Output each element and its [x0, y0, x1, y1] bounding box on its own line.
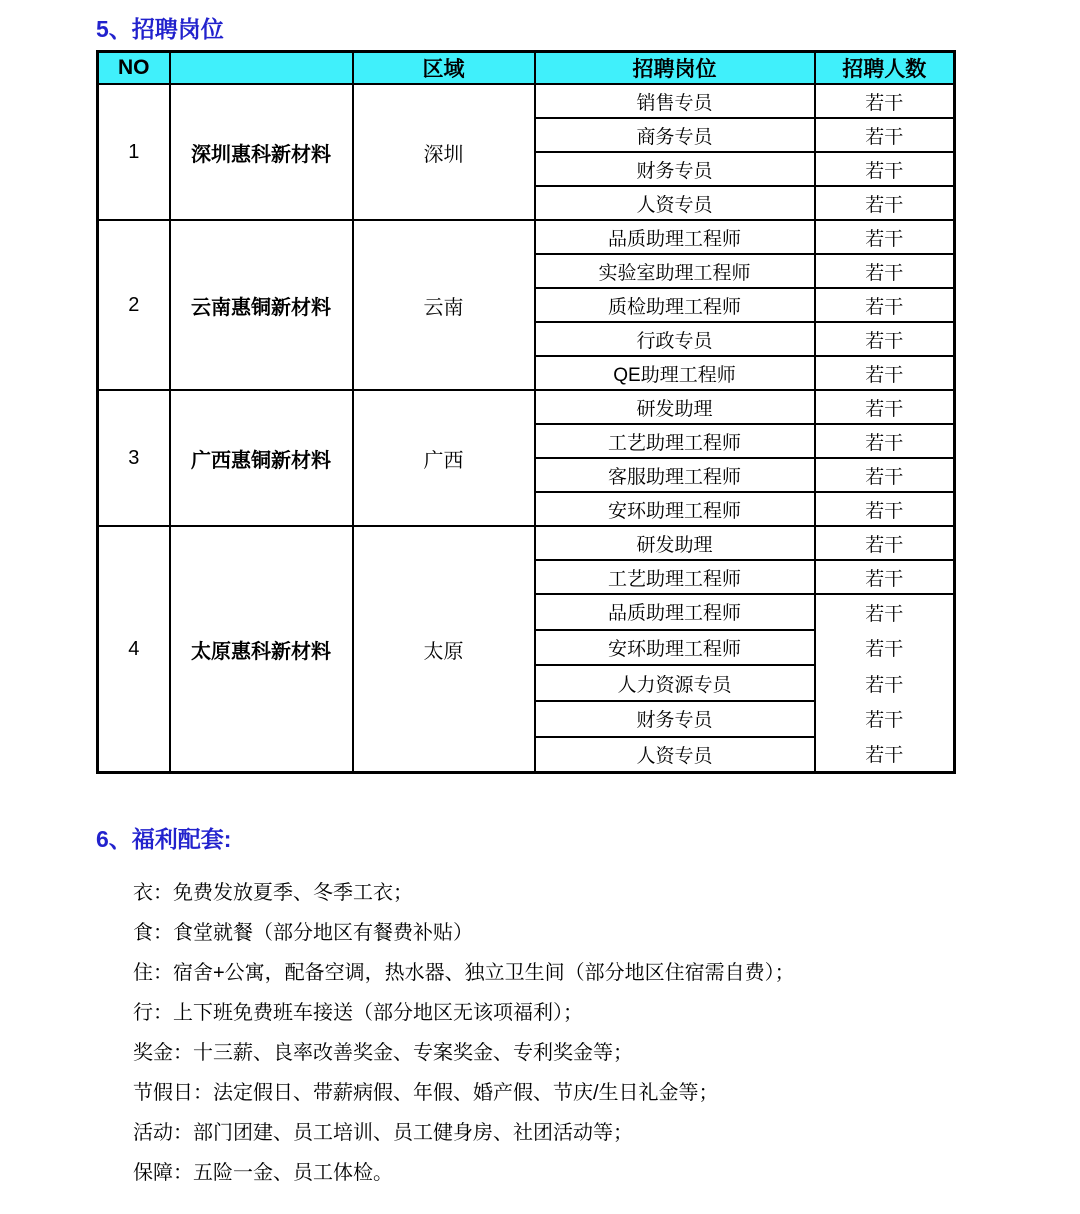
- headcount-cell: 若干: [815, 220, 955, 254]
- position-title-cell: 研发助理: [535, 526, 815, 560]
- headcount-cell: 若干: [815, 560, 955, 594]
- column-header-region: 区域: [353, 52, 535, 85]
- benefit-item: 行：上下班免费班车接送（部分地区无该项福利）；: [133, 1001, 583, 1024]
- position-title-cell: 商务专员: [535, 118, 815, 152]
- column-header-position: 招聘岗位: [535, 52, 815, 85]
- position-title-cell: QE助理工程师: [535, 356, 815, 390]
- company-name-cell: 深圳惠科新材料: [170, 84, 353, 220]
- headcount-value: 若干: [865, 744, 904, 766]
- merged-count-stack: [816, 595, 954, 771]
- recruitment-table: [96, 50, 956, 774]
- position-title-cell: 实验室助理工程师: [535, 254, 815, 288]
- section-5-title: 5、招聘岗位: [96, 16, 224, 42]
- benefit-item: 活动：部门团建、员工培训、员工健身房、社团活动等；: [133, 1121, 633, 1144]
- benefit-item: 保障：五险一金、员工体检。: [133, 1161, 393, 1184]
- headcount-cell: 若干: [815, 152, 955, 186]
- position-title-cell: 人资专员: [535, 186, 815, 220]
- headcount-cell: 若干: [815, 118, 955, 152]
- benefit-item: 节假日：法定假日、带薪病假、年假、婚产假、节庆/生日礼金等；: [133, 1081, 719, 1104]
- region-cell: 云南: [353, 220, 535, 390]
- table-row: [98, 526, 955, 560]
- benefit-item: 食：食堂就餐（部分地区有餐费补贴）: [133, 921, 473, 944]
- company-name-cell: 太原惠科新材料: [170, 526, 353, 773]
- headcount-cell: 若干: [815, 458, 955, 492]
- position-title-cell: 安环助理工程师: [535, 492, 815, 526]
- position-title-cell: 工艺助理工程师: [535, 560, 815, 594]
- headcount-cell: 若干: [815, 424, 955, 458]
- position-title-cell: 品质助理工程师: [535, 594, 815, 630]
- position-title-cell: 研发助理: [535, 390, 815, 424]
- position-title-cell: 质检助理工程师: [535, 288, 815, 322]
- position-title-cell: 人资专员: [535, 737, 815, 773]
- table-header-row: [98, 52, 955, 85]
- position-title-cell: 财务专员: [535, 701, 815, 737]
- headcount-cell: 若干: [815, 492, 955, 526]
- table-row: [98, 220, 955, 254]
- benefits-list: [96, 870, 1080, 1190]
- position-title-cell: 客服助理工程师: [535, 458, 815, 492]
- company-name-cell: 云南惠铜新材料: [170, 220, 353, 390]
- position-title-cell: 行政专员: [535, 322, 815, 356]
- position-title-cell: 品质助理工程师: [535, 220, 815, 254]
- group-number-cell: 3: [98, 390, 170, 526]
- headcount-value: 若干: [865, 674, 904, 696]
- group-number-cell: 2: [98, 220, 170, 390]
- column-header-no: NO: [98, 52, 170, 85]
- position-title-cell: 销售专员: [535, 84, 815, 118]
- position-title-cell: 安环助理工程师: [535, 630, 815, 666]
- position-title-cell: 人力资源专员: [535, 665, 815, 701]
- headcount-cell-merged: [815, 594, 955, 773]
- region-cell: 广西: [353, 390, 535, 526]
- group-number-cell: 4: [98, 526, 170, 773]
- headcount-cell: 若干: [815, 254, 955, 288]
- headcount-cell: 若干: [815, 186, 955, 220]
- table-row: [98, 390, 955, 424]
- headcount-cell: 若干: [815, 356, 955, 390]
- position-title-cell: 工艺助理工程师: [535, 424, 815, 458]
- headcount-value: 若干: [865, 604, 904, 626]
- headcount-value: 若干: [865, 709, 904, 731]
- company-name-cell: 广西惠铜新材料: [170, 390, 353, 526]
- benefit-item: 奖金：十三薪、良率改善奖金、专案奖金、专利奖金等；: [133, 1041, 633, 1064]
- headcount-cell: 若干: [815, 288, 955, 322]
- recruitment-table-body: [98, 84, 955, 773]
- headcount-cell: 若干: [815, 526, 955, 560]
- headcount-value: 若干: [865, 639, 904, 661]
- benefit-item: 住：宿舍+公寓，配备空调，热水器、独立卫生间（部分地区住宿需自费）；: [133, 961, 795, 984]
- benefit-item: 衣：免费发放夏季、冬季工衣；: [133, 881, 413, 904]
- headcount-cell: 若干: [815, 322, 955, 356]
- table-row: [98, 84, 955, 118]
- column-header-company: [170, 52, 353, 85]
- column-header-count: 招聘人数: [815, 52, 955, 85]
- section-6-title: 6、福利配套:: [96, 826, 232, 852]
- group-number-cell: 1: [98, 84, 170, 220]
- region-cell: 太原: [353, 526, 535, 773]
- headcount-cell: 若干: [815, 390, 955, 424]
- position-title-cell: 财务专员: [535, 152, 815, 186]
- headcount-cell: 若干: [815, 84, 955, 118]
- region-cell: 深圳: [353, 84, 535, 220]
